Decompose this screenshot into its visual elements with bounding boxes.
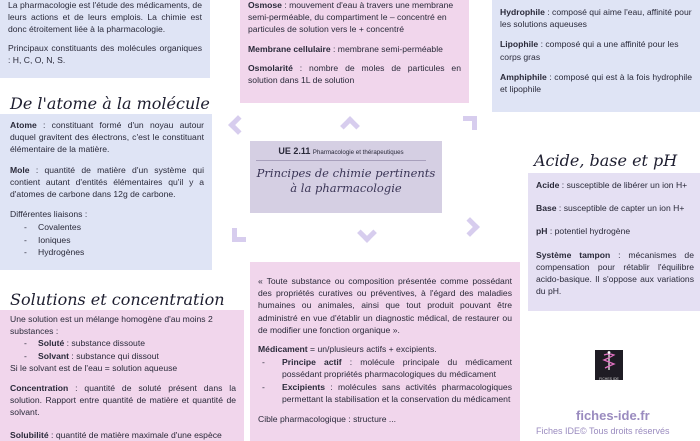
tampon-def: Système tampon : mécanismes de compensation pour rétablir l'équilibre acido-basique. Il s'oppose aux variations du pH. — [536, 249, 694, 297]
medicament-term: Médicament — [258, 344, 308, 355]
medicament-def: Médicament = un/plusieurs actifs + excipients. — [258, 344, 437, 355]
atome-box — [0, 114, 212, 270]
atome-term: Atome — [10, 120, 37, 130]
acide-def: Acide : susceptible de libérer un ion H+ — [536, 180, 688, 190]
acide-box — [528, 173, 700, 311]
site-link[interactable]: fiches-ide.fr — [576, 408, 650, 423]
intro-box — [0, 0, 210, 78]
osmolarite-def: Osmolarité : nombre de moles de particules en solution dans 1L de solution — [248, 62, 461, 86]
medicament-list — [258, 356, 512, 405]
hydrophile-box — [492, 0, 700, 112]
logo-text: FICHES IDE — [599, 377, 619, 381]
amphiphile-def: Amphiphile : composé qui est à la fois hydrophile et lipophile — [500, 71, 692, 95]
medicament-quote: « Toute substance ou composition présentée comme possédant des propriétés curatives ou préventives, à l'égard des maladies humaines ou animales, ainsi que tout produit pouvant être administré en vue d'établir un diagnostic médical, de restaurer ou de modifier une fonction organique ». — [258, 276, 512, 335]
osmolarite-term: Osmolarité — [248, 62, 293, 73]
list-item: - Principe actif : molécule principale du médicament possédant propriétés pharmacologiques du médicament — [276, 356, 512, 380]
hydrophile-def: Hydrophile : composé qui aime l'eau, affinité pour les solutions aqueuses — [500, 7, 692, 30]
osmose-def: Osmose : mouvement d'eau à travers une membrane semi-perméable, du compartiment le – concentré en particules de solution vers le + concentré — [248, 0, 454, 35]
intro-text: La pharmacologie est l'étude des médicaments, de leurs actions et de leurs emplois. La chimie est donc étroitement liée à la pharmacologie. — [8, 0, 202, 35]
membrane-term: Membrane cellulaire — [248, 43, 331, 54]
list-item: - Soluté : substance dissoute — [38, 337, 236, 349]
page-title — [256, 166, 436, 196]
osmose-box — [240, 0, 469, 103]
acide-term: Acide — [536, 180, 560, 190]
page-title-line2: à la pharmacologie — [290, 180, 402, 195]
osmose-term: Osmose — [248, 0, 282, 10]
liaisons-list — [10, 221, 204, 258]
solutions-intro: Une solution est un mélange homogène d'au moins 2 substances : — [10, 314, 213, 337]
solutions-list — [10, 337, 236, 361]
lipophile-term: Lipophile — [500, 39, 539, 50]
arrow-downleft-icon — [232, 228, 246, 242]
list-item: - Ioniques — [38, 234, 204, 246]
intro-constituants: Principaux constituants des molécules organiques : H, C, O, N, S. — [8, 42, 202, 65]
list-item: - Excipients : molécules sans activités pharmacologiques permettant la stabilisation et la conservation du médicament — [276, 381, 512, 405]
ue-code: UE 2.11 — [278, 146, 311, 156]
list-item: - Solvant : substance qui dissout — [38, 350, 236, 362]
concentration-def: Concentration : quantité de soluté présent dans la solution. Rapport entre quantité de matière et quantité de solvant. — [10, 383, 236, 418]
ph-term: pH — [536, 226, 548, 237]
atome-title: De l'atome à la molécule — [10, 94, 210, 113]
liaisons-label: Différentes liaisons : — [10, 209, 88, 220]
arrow-right-icon — [460, 217, 480, 237]
copyright: Fiches IDE© Tous droits réservés — [536, 426, 670, 436]
list-item: - Hydrogènes — [38, 246, 204, 258]
lipophile-def: Lipophile : composé qui a une affinité pour les corps gras — [500, 39, 679, 62]
list-item: - Covalentes — [38, 221, 204, 233]
solubilite-def: Solubilité : quantité de matière maximale d'une espèce — [10, 429, 222, 440]
caduceus-icon — [595, 350, 623, 372]
mole-def: Mole : quantité de matière d'un système qui contient autant d'entités élémentaires qu'il y a d'atomes de carbone dans 12g de carbone. — [10, 164, 204, 200]
membrane-def: Membrane cellulaire : membrane semi-perméable — [248, 43, 443, 54]
solutions-box — [0, 310, 244, 441]
medicament-box — [250, 262, 520, 441]
mole-term: Mole — [10, 164, 30, 175]
medicament-bottom: Cible pharmacologique : structure ... — [258, 414, 397, 425]
base-term: Base — [536, 203, 557, 214]
ue-line — [256, 145, 426, 161]
arrow-up-icon — [340, 116, 360, 136]
acide-title: Acide, base et pH — [534, 151, 678, 170]
atome-def: Atome : constituant formé d'un noyau autour duquel gravitent des électrons, c'est le constituant élémentaire de la matière. — [10, 120, 204, 155]
page-title-line1: Principes de chimie pertinents — [256, 165, 436, 180]
concentration-term: Concentration — [10, 383, 69, 394]
logo — [595, 350, 623, 380]
arrow-down-icon — [357, 223, 377, 243]
ph-def: pH : potentiel hydrogène — [536, 226, 631, 237]
amphiphile-term: Amphiphile — [500, 71, 547, 82]
center-box — [250, 141, 442, 213]
arrow-upright-icon — [463, 116, 477, 130]
solutions-note: Si le solvant est de l'eau = solution aqueuse — [10, 362, 178, 373]
solubilite-term: Solubilité — [10, 429, 49, 440]
ue-subtitle: Pharmacologie et thérapeutiques — [312, 149, 404, 156]
tampon-term: Système tampon — [536, 249, 611, 260]
arrow-upleft-icon — [228, 115, 248, 135]
hydrophile-term: Hydrophile — [500, 7, 545, 17]
solutions-title: Solutions et concentration — [10, 290, 225, 309]
base-def: Base : susceptible de capter un ion H+ — [536, 203, 685, 214]
